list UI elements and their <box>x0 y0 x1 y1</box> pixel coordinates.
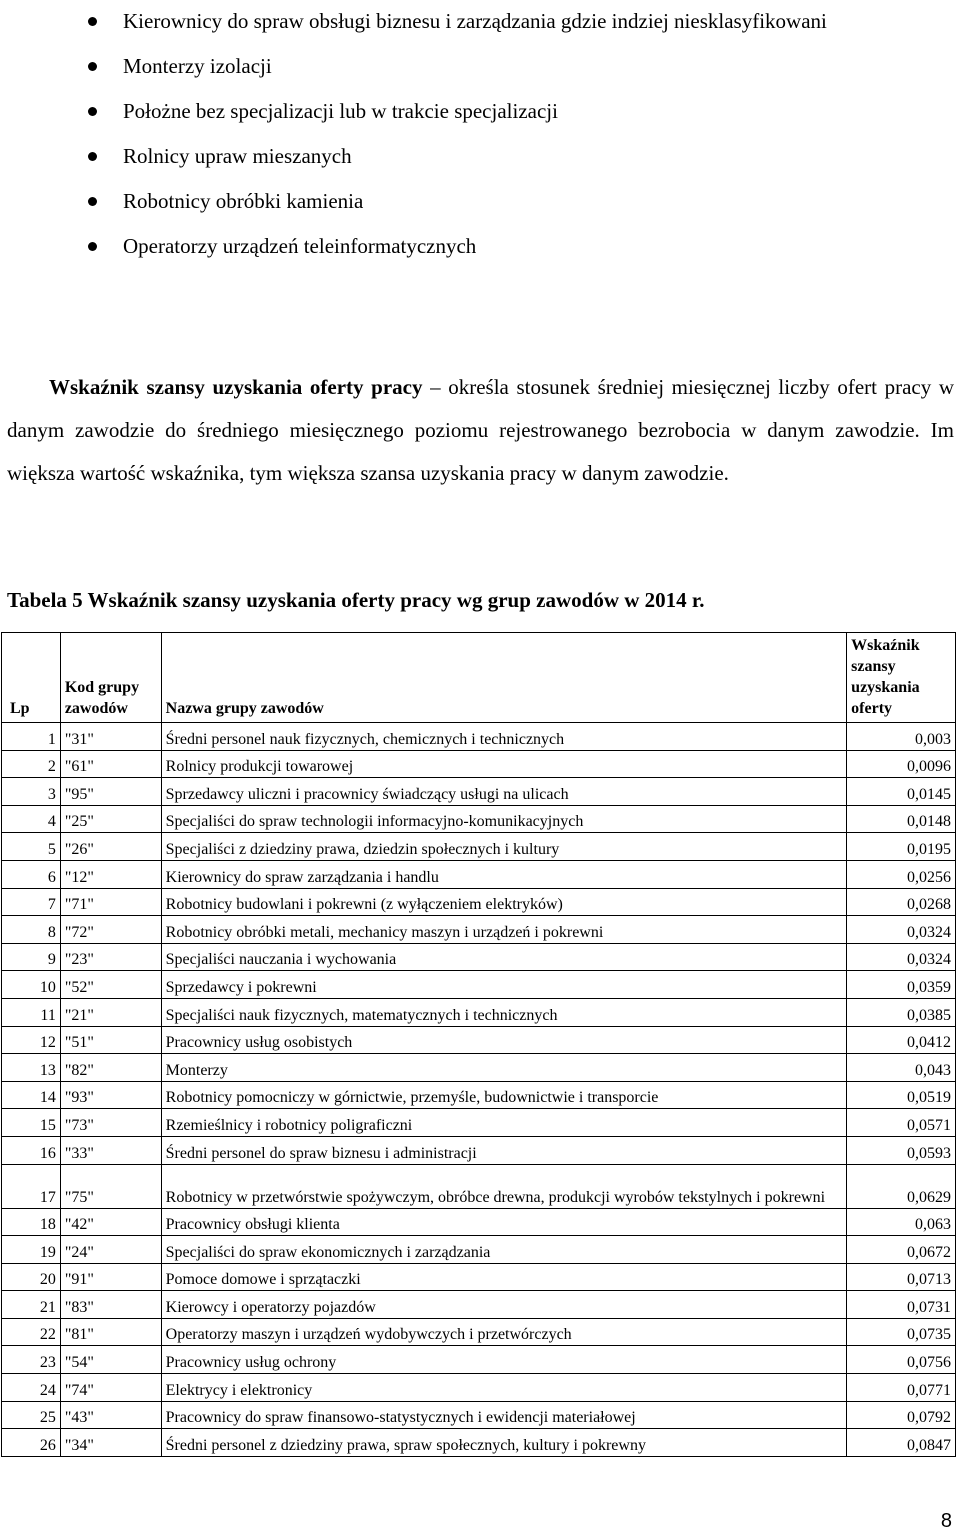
cell-name: Średni personel z dziedziny prawa, spraw społecznych, kultury i pokrewny <box>161 1429 847 1457</box>
cell-code: "83" <box>60 1291 161 1319</box>
cell-lp: 12 <box>2 1026 61 1054</box>
cell-name: Kierownicy do spraw zarządzania i handlu <box>161 860 847 888</box>
cell-value: 0,0792 <box>847 1401 956 1429</box>
cell-name: Średni personel nauk fizycznych, chemicznych i technicznych <box>161 723 847 751</box>
cell-lp: 11 <box>2 998 61 1026</box>
cell-code: "26" <box>60 833 161 861</box>
occupation-index-table <box>1 632 956 1457</box>
bullet-text: Kierownicy do spraw obsługi biznesu i zarządzania gdzie indziej niesklasyfikowani <box>123 9 827 33</box>
cell-lp: 18 <box>2 1208 61 1236</box>
cell-lp: 15 <box>2 1109 61 1137</box>
table-row <box>2 778 956 806</box>
cell-name: Elektrycy i elektronicy <box>161 1374 847 1402</box>
table-row <box>2 833 956 861</box>
cell-lp: 10 <box>2 971 61 999</box>
cell-value: 0,0145 <box>847 778 956 806</box>
cell-name: Robotnicy budowlani i pokrewni (z wyłączeniem elektryków) <box>161 888 847 916</box>
bullet-dot-icon <box>88 62 97 71</box>
cell-lp: 14 <box>2 1081 61 1109</box>
cell-code: "81" <box>60 1318 161 1346</box>
table-row <box>2 1346 956 1374</box>
bullet-dot-icon <box>88 17 97 26</box>
cell-value: 0,0519 <box>847 1081 956 1109</box>
cell-lp: 2 <box>2 750 61 778</box>
cell-name: Specjaliści z dziedziny prawa, dziedzin społecznych i kultury <box>161 833 847 861</box>
cell-name: Robotnicy obróbki metali, mechanicy maszyn i urządzeń i pokrewni <box>161 916 847 944</box>
cell-value: 0,0571 <box>847 1109 956 1137</box>
cell-lp: 4 <box>2 805 61 833</box>
bullet-item <box>0 225 960 268</box>
cell-name: Pracownicy obsługi klienta <box>161 1208 847 1236</box>
table-row <box>2 1291 956 1319</box>
bullet-list <box>0 0 960 270</box>
table-row <box>2 888 956 916</box>
table-row <box>2 1236 956 1264</box>
cell-code: "34" <box>60 1429 161 1457</box>
cell-code: "95" <box>60 778 161 806</box>
cell-value: 0,043 <box>847 1054 956 1082</box>
cell-lp: 22 <box>2 1318 61 1346</box>
cell-code: "51" <box>60 1026 161 1054</box>
bullet-text: Monterzy izolacji <box>123 54 272 78</box>
cell-value: 0,0148 <box>847 805 956 833</box>
cell-value: 0,0756 <box>847 1346 956 1374</box>
cell-name: Średni personel do spraw biznesu i administracji <box>161 1136 847 1164</box>
cell-name: Sprzedawcy i pokrewni <box>161 971 847 999</box>
cell-code: "75" <box>60 1164 161 1208</box>
cell-name: Pracownicy usług ochrony <box>161 1346 847 1374</box>
cell-code: "72" <box>60 916 161 944</box>
cell-code: "74" <box>60 1374 161 1402</box>
header-name: Nazwa grupy zawodów <box>161 633 847 723</box>
cell-value: 0,0385 <box>847 998 956 1026</box>
cell-lp: 24 <box>2 1374 61 1402</box>
cell-code: "23" <box>60 943 161 971</box>
cell-lp: 9 <box>2 943 61 971</box>
table-body <box>2 723 956 1457</box>
cell-name: Robotnicy pomocniczy w górnictwie, przemyśle, budownictwie i transporcie <box>161 1081 847 1109</box>
cell-value: 0,0256 <box>847 860 956 888</box>
cell-lp: 6 <box>2 860 61 888</box>
cell-value: 0,0713 <box>847 1263 956 1291</box>
cell-name: Specjaliści nauk fizycznych, matematycznych i technicznych <box>161 998 847 1026</box>
table-row <box>2 1263 956 1291</box>
bullet-item <box>0 0 960 43</box>
cell-value: 0,0195 <box>847 833 956 861</box>
cell-name: Rolnicy produkcji towarowej <box>161 750 847 778</box>
table-row <box>2 998 956 1026</box>
cell-lp: 8 <box>2 916 61 944</box>
cell-code: "31" <box>60 723 161 751</box>
table-row <box>2 1026 956 1054</box>
cell-code: "61" <box>60 750 161 778</box>
bullet-dot-icon <box>88 197 97 206</box>
cell-name: Specjaliści do spraw ekonomicznych i zarządzania <box>161 1236 847 1264</box>
cell-name: Robotnicy w przetwórstwie spożywczym, obróbce drewna, produkcji wyrobów tekstylnych i pokrewni <box>161 1164 847 1208</box>
bullet-dot-icon <box>88 107 97 116</box>
table-row <box>2 805 956 833</box>
cell-code: "71" <box>60 888 161 916</box>
cell-value: 0,0359 <box>847 971 956 999</box>
header-code: Kod grupy zawodów <box>60 633 161 723</box>
cell-lp: 17 <box>2 1164 61 1208</box>
cell-lp: 26 <box>2 1429 61 1457</box>
table-row <box>2 1109 956 1137</box>
cell-name: Specjaliści do spraw technologii informacyjno-komunikacyjnych <box>161 805 847 833</box>
cell-lp: 20 <box>2 1263 61 1291</box>
cell-value: 0,0324 <box>847 916 956 944</box>
cell-lp: 1 <box>2 723 61 751</box>
cell-code: "42" <box>60 1208 161 1236</box>
cell-name: Pracownicy do spraw finansowo-statystycznych i ewidencji materiałowej <box>161 1401 847 1429</box>
bullet-item <box>0 135 960 178</box>
cell-lp: 16 <box>2 1136 61 1164</box>
cell-value: 0,0412 <box>847 1026 956 1054</box>
cell-code: "33" <box>60 1136 161 1164</box>
cell-name: Operatorzy maszyn i urządzeń wydobywczych i przetwórczych <box>161 1318 847 1346</box>
cell-lp: 21 <box>2 1291 61 1319</box>
cell-code: "91" <box>60 1263 161 1291</box>
cell-value: 0,063 <box>847 1208 956 1236</box>
table-row <box>2 1318 956 1346</box>
cell-lp: 13 <box>2 1054 61 1082</box>
cell-name: Specjaliści nauczania i wychowania <box>161 943 847 971</box>
table-row <box>2 1054 956 1082</box>
cell-value: 0,003 <box>847 723 956 751</box>
cell-code: "82" <box>60 1054 161 1082</box>
cell-value: 0,0847 <box>847 1429 956 1457</box>
cell-code: "25" <box>60 805 161 833</box>
cell-lp: 3 <box>2 778 61 806</box>
cell-code: "21" <box>60 998 161 1026</box>
table-row <box>2 723 956 751</box>
cell-code: "43" <box>60 1401 161 1429</box>
cell-code: "93" <box>60 1081 161 1109</box>
table-row <box>2 1164 956 1208</box>
bullet-item <box>0 90 960 133</box>
cell-lp: 25 <box>2 1401 61 1429</box>
cell-lp: 5 <box>2 833 61 861</box>
cell-value: 0,0268 <box>847 888 956 916</box>
cell-name: Rzemieślnicy i robotnicy poligraficzni <box>161 1109 847 1137</box>
table-row <box>2 1081 956 1109</box>
cell-value: 0,0096 <box>847 750 956 778</box>
cell-value: 0,0672 <box>847 1236 956 1264</box>
bullet-dot-icon <box>88 152 97 161</box>
bullet-text: Położne bez specjalizacji lub w trakcie specjalizacji <box>123 99 558 123</box>
cell-name: Kierowcy i operatorzy pojazdów <box>161 1291 847 1319</box>
table-row <box>2 860 956 888</box>
cell-value: 0,0629 <box>847 1164 956 1208</box>
cell-code: "73" <box>60 1109 161 1137</box>
cell-code: "12" <box>60 860 161 888</box>
cell-lp: 7 <box>2 888 61 916</box>
header-lp: Lp <box>2 633 61 723</box>
header-value: Wskaźnik szansy uzyskania oferty <box>847 633 956 723</box>
table-row <box>2 1429 956 1457</box>
definition-text: – określa stosunek średniej miesięcznej liczby ofert pracy w danym zawodzie do średniego miesięcznego poziomu rejestrowanego bezrobocia w danym zawodzie. Im większa wartość wskaźnika, tym większa szansa uzyskania pracy w danym zawodzie. <box>7 375 954 485</box>
table-row <box>2 916 956 944</box>
table-row <box>2 1208 956 1236</box>
table-row <box>2 1374 956 1402</box>
table-row <box>2 750 956 778</box>
table-caption: Tabela 5 Wskaźnik szansy uzyskania oferty pracy wg grup zawodów w 2014 r. <box>7 588 705 612</box>
cell-lp: 23 <box>2 1346 61 1374</box>
bullet-dot-icon <box>88 242 97 251</box>
bullet-text: Rolnicy upraw mieszanych <box>123 144 352 168</box>
bullet-text: Operatorzy urządzeń teleinformatycznych <box>123 234 477 258</box>
cell-name: Monterzy <box>161 1054 847 1082</box>
bullet-item <box>0 180 960 223</box>
cell-name: Sprzedawcy uliczni i pracownicy świadczący usługi na ulicach <box>161 778 847 806</box>
table-header-row <box>2 633 956 723</box>
table-row <box>2 1136 956 1164</box>
table-row <box>2 971 956 999</box>
cell-value: 0,0593 <box>847 1136 956 1164</box>
cell-name: Pracownicy usług osobistych <box>161 1026 847 1054</box>
cell-value: 0,0735 <box>847 1318 956 1346</box>
definition-term: Wskaźnik szansy uzyskania oferty pracy <box>49 375 423 399</box>
definition-paragraph <box>7 366 954 495</box>
cell-code: "54" <box>60 1346 161 1374</box>
table-row <box>2 943 956 971</box>
cell-code: "52" <box>60 971 161 999</box>
cell-lp: 19 <box>2 1236 61 1264</box>
cell-value: 0,0731 <box>847 1291 956 1319</box>
cell-value: 0,0771 <box>847 1374 956 1402</box>
page-number: 8 <box>940 1510 952 1532</box>
cell-code: "24" <box>60 1236 161 1264</box>
cell-value: 0,0324 <box>847 943 956 971</box>
bullet-text: Robotnicy obróbki kamienia <box>123 189 364 213</box>
bullet-item <box>0 45 960 88</box>
table-row <box>2 1401 956 1429</box>
cell-name: Pomoce domowe i sprzątaczki <box>161 1263 847 1291</box>
